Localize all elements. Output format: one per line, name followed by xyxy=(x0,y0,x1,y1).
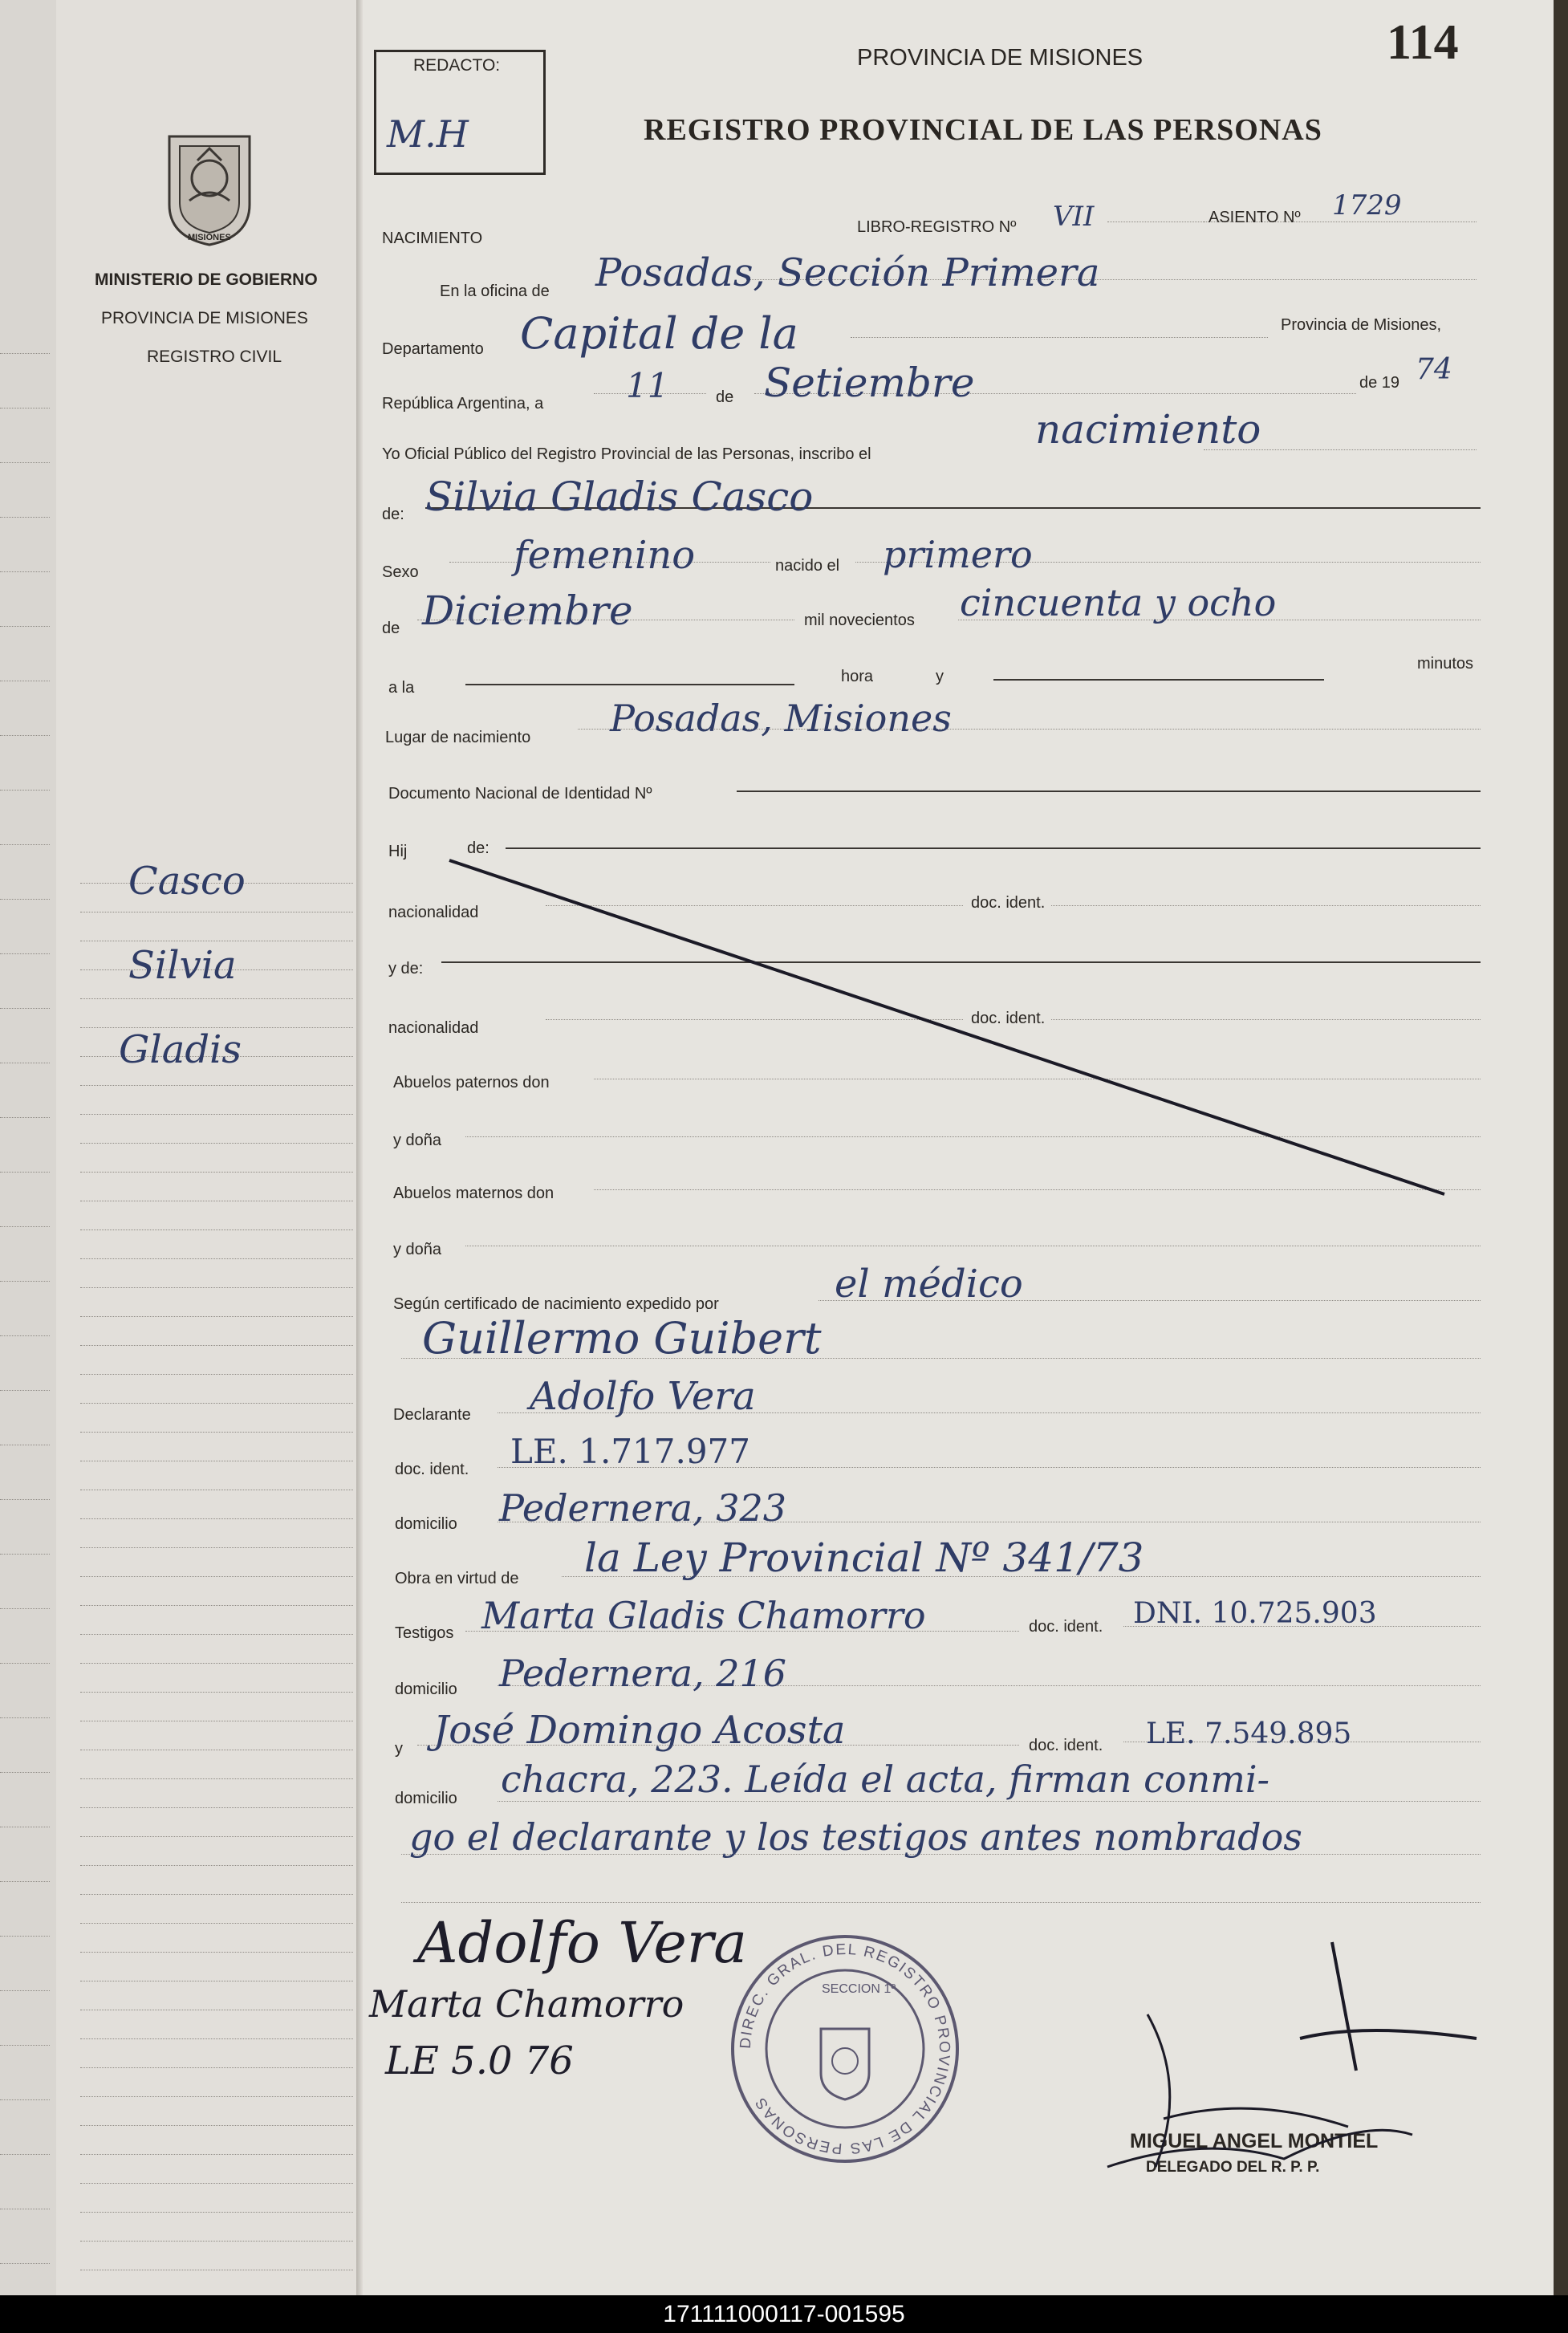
domicilio2-label: domicilio xyxy=(395,1681,457,1698)
docident2-label: doc. ident. xyxy=(971,1010,1046,1027)
docident4-value: DNI. 10.725.903 xyxy=(1133,1597,1377,1630)
abuelos-maternos-label: Abuelos maternos don xyxy=(393,1185,554,1202)
anio-label: de 19 xyxy=(1359,374,1400,392)
docident4-label: doc. ident. xyxy=(1029,1618,1103,1636)
nacido-label: nacido el xyxy=(775,557,840,575)
de-persona-label: de: xyxy=(382,506,404,523)
stub-first-name: Silvia xyxy=(128,943,237,988)
province-label: PROVINCIA DE MISIONES xyxy=(101,309,308,327)
testigos-label: Testigos xyxy=(395,1624,454,1642)
registry-header: REGISTRO PROVINCIAL DE LAS PERSONAS xyxy=(644,113,1322,147)
nacido-value: primero xyxy=(883,533,1033,576)
stamp-inner-text: SECCION 1º xyxy=(822,1982,896,1996)
testigo2-value: José Domingo Acosta xyxy=(433,1708,846,1753)
sexo-value: femenino xyxy=(514,533,696,578)
domicilio-value: Pedernera, 323 xyxy=(499,1486,787,1530)
province-header: PROVINCIA DE MISIONES xyxy=(857,45,1144,71)
de-label: de xyxy=(716,388,734,406)
y2-label: y xyxy=(395,1740,403,1758)
de2-label: de xyxy=(382,620,400,637)
docident-label: doc. ident. xyxy=(971,894,1046,912)
persona-value: Silvia Gladis Casco xyxy=(425,474,814,520)
stub-surname: Casco xyxy=(128,859,246,904)
libro-label: LIBRO-REGISTRO Nº xyxy=(857,218,1017,236)
republica-label: República Argentina, a xyxy=(382,395,544,413)
medico-value: Guillermo Guibert xyxy=(422,1313,822,1364)
closing-value: go el declarante y los testigos antes nombrados xyxy=(409,1815,1302,1859)
asiento-label: ASIENTO Nº xyxy=(1208,209,1301,226)
hij-label: Hij xyxy=(388,843,408,860)
nacimiento-label: NACIMIENTO xyxy=(382,230,483,247)
official-title: DELEGADO DEL R. P. P. xyxy=(1146,2159,1320,2176)
testigo1-value: Marta Gladis Chamorro xyxy=(481,1594,926,1637)
obra-label: Obra en virtud de xyxy=(395,1570,519,1587)
redacto-initials: M.H xyxy=(387,112,469,156)
a-la-label: a la xyxy=(388,679,415,697)
signature-note: LE 5.0 76 xyxy=(385,2038,574,2083)
footer-id: 171111000117-001595 xyxy=(0,2295,1568,2333)
lugar-label: Lugar de nacimiento xyxy=(385,729,531,746)
signature-testigo: Marta Chamorro xyxy=(369,1982,684,2026)
asiento-value: 1729 xyxy=(1332,189,1402,222)
domicilio2-value: Pedernera, 216 xyxy=(499,1652,787,1695)
anio-value: 74 xyxy=(1416,353,1452,386)
minutos-label: minutos xyxy=(1417,655,1474,673)
mes-value: Setiembre xyxy=(764,360,975,406)
stub-middle-name: Gladis xyxy=(119,1027,242,1072)
ministry-label: MINISTERIO DE GOBIERNO xyxy=(95,270,318,289)
nacionalidad2-label: nacionalidad xyxy=(388,1019,479,1037)
anio-nac-value: cincuenta y ocho xyxy=(960,581,1277,624)
oficina-label: En la oficina de xyxy=(440,282,550,300)
departamento-value: Capital de la xyxy=(520,308,798,359)
civil-registry-label: REGISTRO CIVIL xyxy=(147,348,282,366)
inscribo-value: nacimiento xyxy=(1035,406,1261,453)
domicilio3-value: chacra, 223. Leída el acta, firman conmi- xyxy=(501,1758,1270,1801)
y-dona1-label: y doña xyxy=(393,1132,442,1149)
oficina-value: Posadas, Sección Primera xyxy=(595,250,1100,295)
docident3-value: LE. 1.717.977 xyxy=(510,1432,751,1471)
dni-label: Documento Nacional de Identidad Nº xyxy=(388,785,652,803)
stamp-text: DIREC. GRAL. DEL REGISTRO PROVINCIAL DE LAS PERSONAS xyxy=(737,1941,953,2157)
provincia-label: Provincia de Misiones, xyxy=(1281,316,1442,334)
docident5-value: LE. 7.549.895 xyxy=(1146,1717,1352,1750)
seal-caption: MISIONES xyxy=(188,233,231,242)
official-name: MIGUEL ANGEL MONTIEL xyxy=(1130,2130,1379,2152)
abuelos-paternos-label: Abuelos paternos don xyxy=(393,1074,550,1091)
dia-value: 11 xyxy=(626,366,669,405)
docident3-label: doc. ident. xyxy=(395,1461,469,1478)
obra-value: la Ley Provincial Nº 341/73 xyxy=(584,1534,1144,1581)
segun-value: el médico xyxy=(835,1262,1023,1307)
domicilio3-label: domicilio xyxy=(395,1790,457,1807)
hora-label: hora xyxy=(841,668,874,685)
page-number: 114 xyxy=(1387,15,1459,70)
segun-label: Según certificado de nacimiento expedido por xyxy=(393,1295,719,1313)
y-de-label: y de: xyxy=(388,960,424,978)
declarante-label: Declarante xyxy=(393,1406,471,1424)
lugar-value: Posadas, Misiones xyxy=(610,697,952,740)
departamento-label: Departamento xyxy=(382,340,484,358)
signature-declarante: Adolfo Vera xyxy=(417,1910,747,1976)
mes-nac-value: Diciembre xyxy=(422,587,633,634)
declarante-value: Adolfo Vera xyxy=(530,1374,756,1419)
libro-value: VII xyxy=(1053,201,1095,233)
redacto-label: REDACTO: xyxy=(413,56,501,75)
sexo-label: Sexo xyxy=(382,563,419,581)
y-label: y xyxy=(936,668,944,685)
docident5-label: doc. ident. xyxy=(1029,1737,1103,1754)
nacionalidad-label: nacionalidad xyxy=(388,904,479,921)
mil-label: mil novecientos xyxy=(804,612,915,629)
y-dona2-label: y doña xyxy=(393,1241,442,1258)
oficial-label: Yo Oficial Público del Registro Provincial de las Personas, inscribo el xyxy=(382,445,871,463)
de3-label: de: xyxy=(467,839,489,857)
domicilio-label: domicilio xyxy=(395,1515,457,1533)
